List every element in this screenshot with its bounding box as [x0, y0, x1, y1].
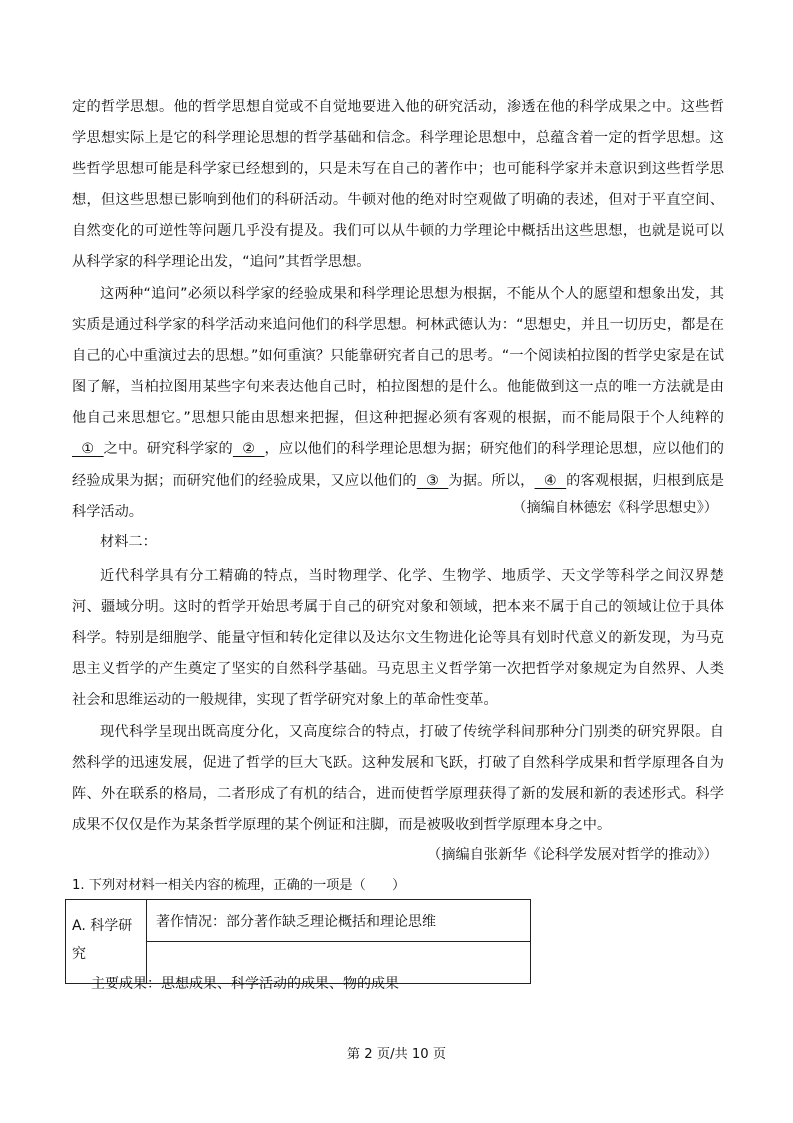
blank-3: ③ [416, 472, 449, 489]
option-a-row-results: 主要成果：思想成果、科学活动的成果、物的成果 [91, 976, 399, 992]
blank-1: ① [72, 441, 104, 458]
p2-text-e: 的客观根据，归根到底是科学活动。 [72, 472, 724, 520]
question-1-stem: 1. 下列对材料一相关内容的梳理，正确的一项是（ ） [72, 878, 406, 893]
option-a-row-works: 著作情况：部分著作缺乏理论概括和理论思维 [147, 900, 530, 942]
material1-paragraph-2 [72, 279, 724, 528]
option-a-table [65, 899, 531, 984]
blank-2: ② [232, 441, 265, 458]
p2-text-d: 为据。所以， [448, 472, 535, 489]
p2-text-a: 这两种“追问”必须以科学家的经验成果和科学理论思想为根据，不能从个人的愿望和想象出发，其实质是通过科学家的科学活动来追问他们的科学思想。柯林武德认为：“思想史，并且一切历史，都是在自己的心中重演过去的思想。”如何重演？只能靠研究者自己的思考。“一个阅读柏拉图的哲学史家是在试图了解，当柏拉图用某些字句来表达他自己时，柏拉图想的是什么。他能做到这一点的唯一方法就是由他自己来思想它。”思想只能由思想来把握，但这种把握必须有客观的根据，而不能局限于个人纯粹的 [72, 286, 724, 427]
blank-4: ④ [534, 472, 567, 489]
material2-source: （摘编自张新华《论科学发展对哲学的推动》） [427, 847, 718, 863]
option-a-label: A. 科学研究 [66, 900, 147, 983]
p2-text-c: ，应以他们的科学理论思想为据；研究他们的科学理论思想，应以他们的经验成果为据；而研究他们的经验成果，又应以他们的 [72, 441, 724, 489]
page-footer: 第 2 页/共 10 页 [346, 1047, 447, 1062]
material2-heading: 材料二： [100, 534, 157, 550]
material1-paragraph-1: 定的哲学思想。他的哲学思想自觉或不自觉地要进入他的研究活动，渗透在他的科学成果之中。这些哲学思想实际上是它的科学理论思想的哲学基础和信念。科学理论思想中，总蕴含着一定的哲学思想。这些哲学思想可能是科学家已经想到的，只是未写在自己的著作中；也可能科学家并未意识到这些哲学思想，但这些思想已影响到他们的科研活动。牛顿对他的绝对时空观做了明确的表述，但对于平直空间、自然变化的可逆性等问题几乎没有提及。我们可以从牛顿的力学理论中概括出这些思想，也就是说可以从科学家的科学理论出发，“追问”其哲学思想。 [72, 99, 724, 271]
p2-text-b: 之中。研究科学家的 [103, 441, 233, 458]
material1-source: （摘编自林德宏《科学思想史》） [512, 500, 718, 516]
material2-paragraph-2: 现代科学呈现出既高度分化，又高度综合的特点，打破了传统学科间那种分门别类的研究界限。自然科学的迅速发展，促进了哲学的巨大飞跃。这种发展和飞跃，打破了自然科学成果和哲学原理各自为阵、外在联系的格局，二者形成了有机的结合，进而使哲学原理获得了新的发展和新的表述形式。科学成果不仅仅是作为某条哲学原理的某个例证和注脚，而是被吸收到哲学原理本身之中。 [72, 724, 724, 834]
material2-paragraph-1: 近代科学具有分工精确的特点，当时物理学、化学、生物学、地质学、天文学等科学之间汉界楚河、疆域分明。这时的哲学开始思考属于自己的研究对象和领域，把本来不属于自己的领域让位于具体科学。特别是细胞学、能量守恒和转化定律以及达尔文生物进化论等具有划时代意义的新发现，为马克思主义哲学的产生奠定了坚实的自然科学基础。马克思主义哲学第一次把哲学对象规定为自然界、人类社会和思维运动的一般规律，实现了哲学研究对象上的革命性变革。 [72, 568, 724, 709]
